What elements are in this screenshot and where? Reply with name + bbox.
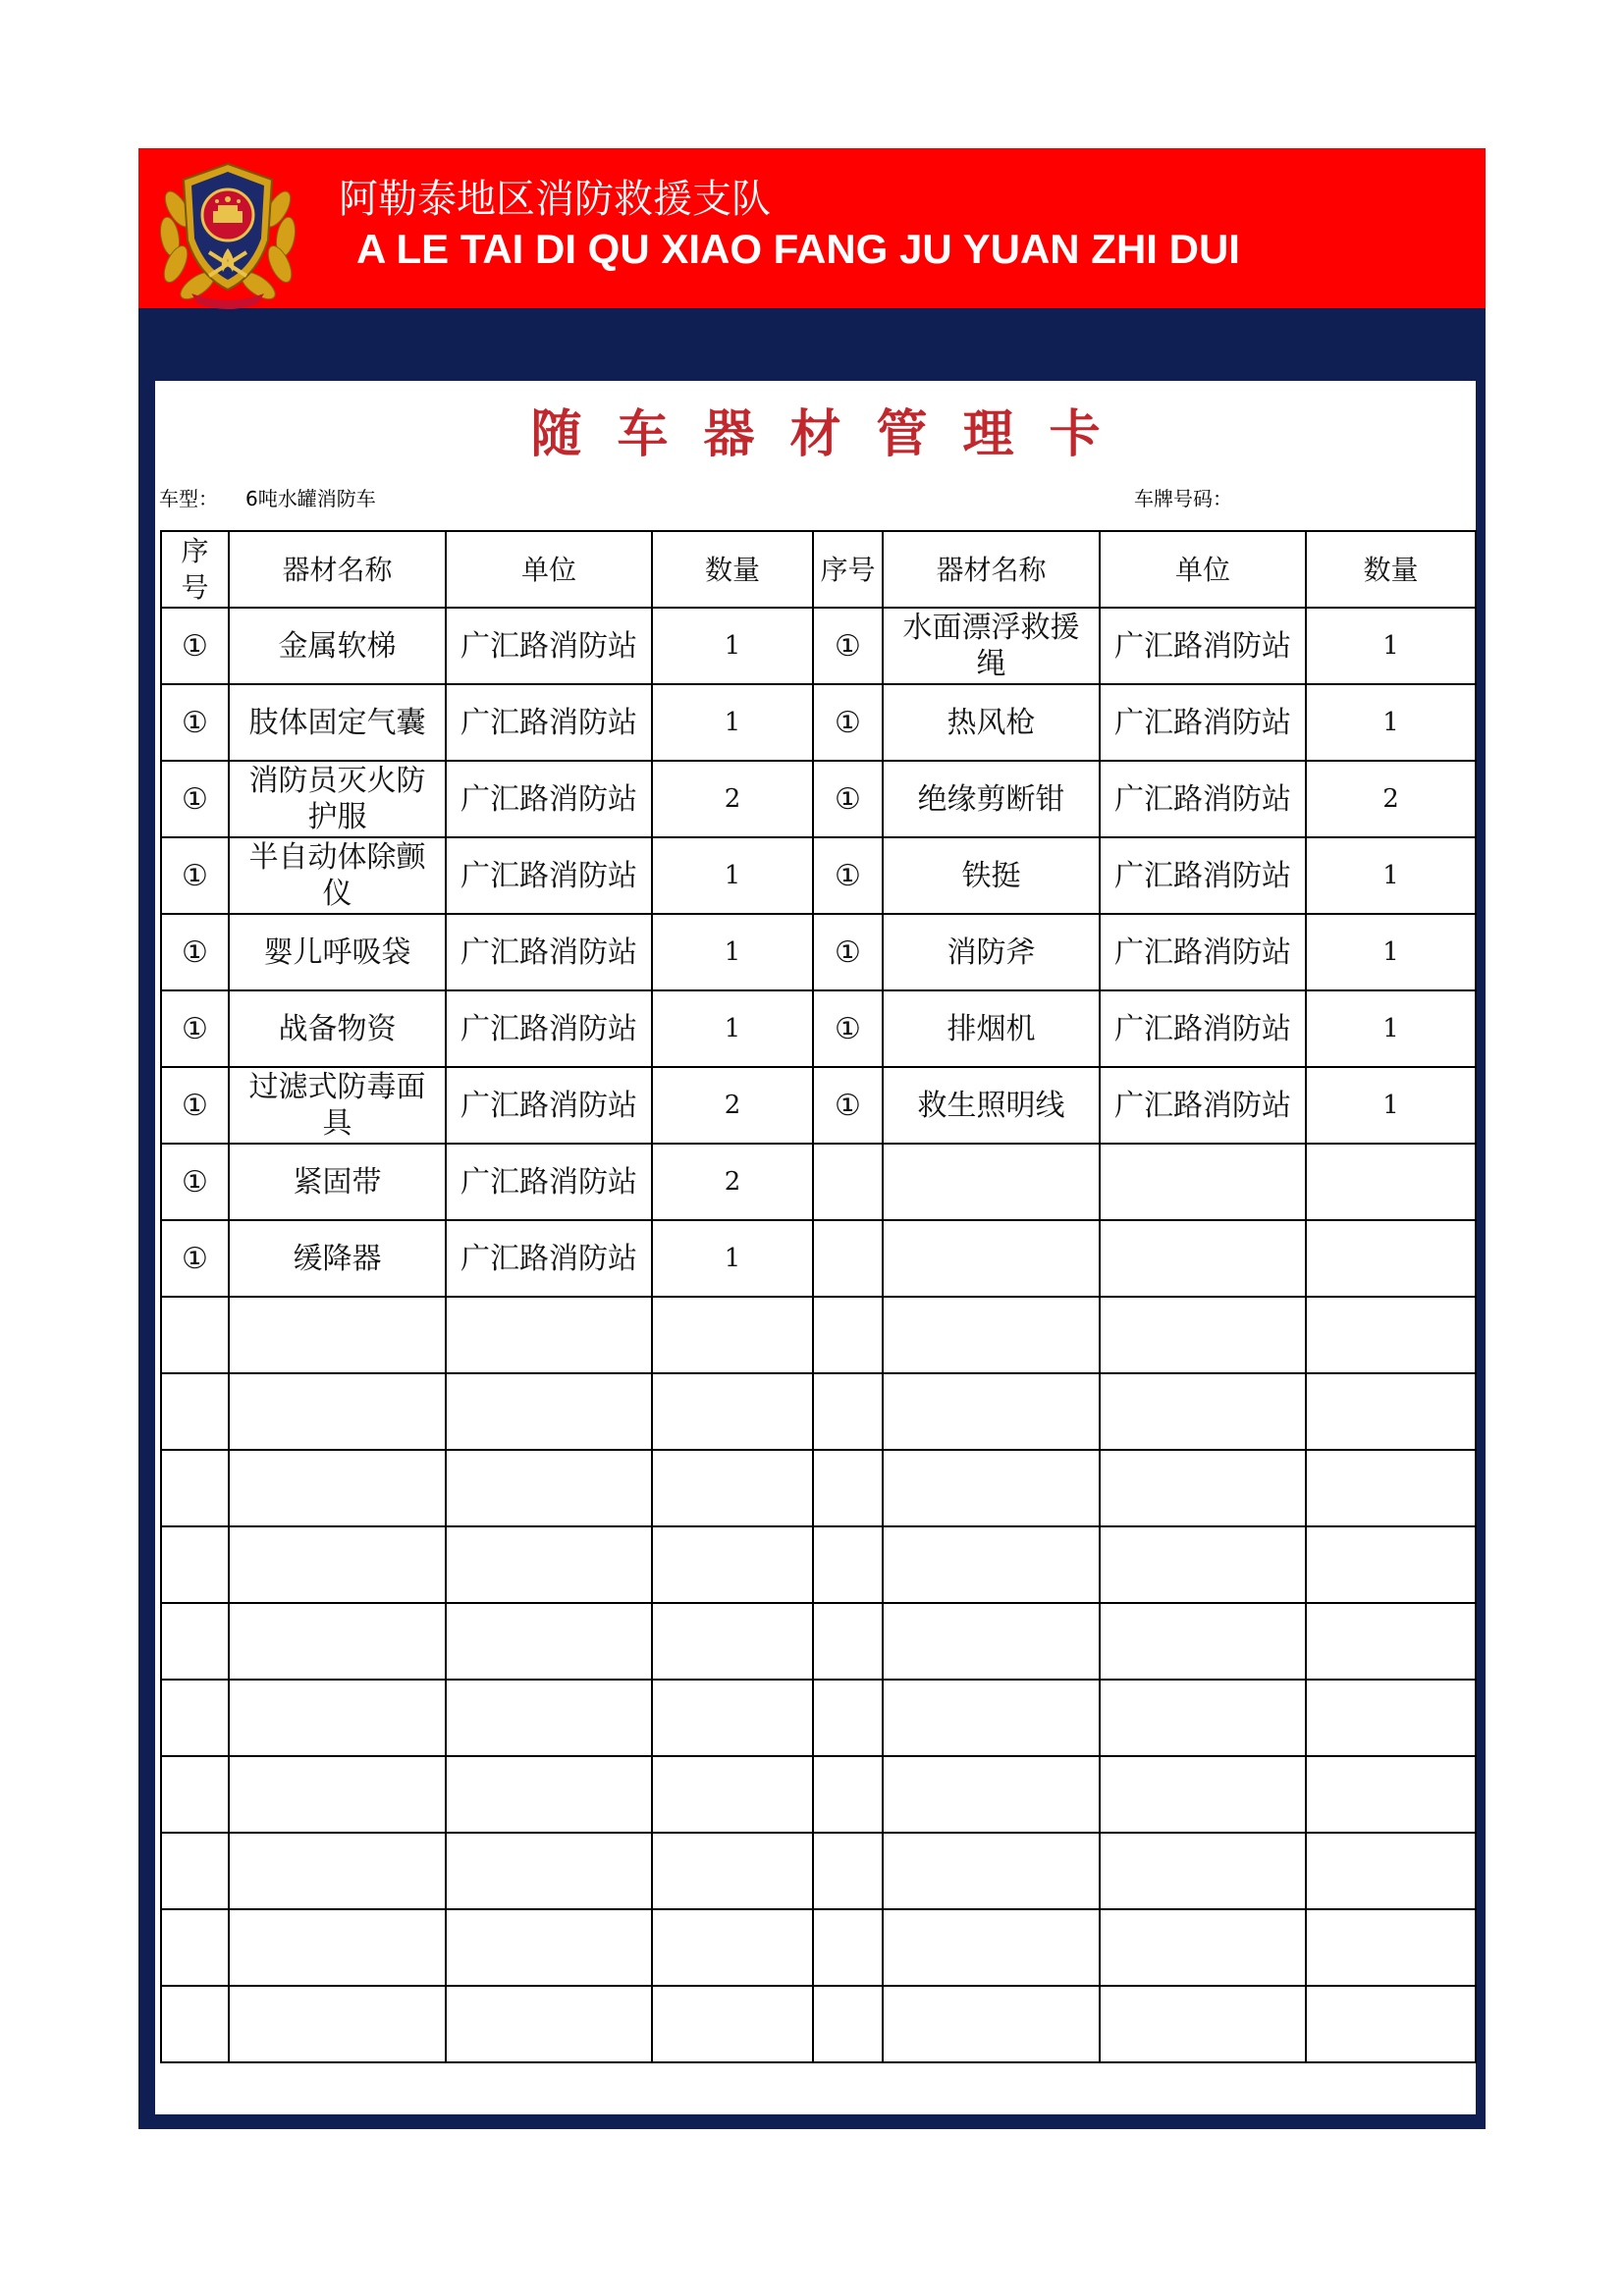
blank-cell xyxy=(229,1526,446,1603)
blank-cell xyxy=(883,1297,1100,1373)
blank-cell xyxy=(1306,1756,1476,1833)
unit-cell: 广汇路消防站 xyxy=(446,1144,652,1220)
col-header-unit: 单位 xyxy=(446,531,652,608)
blank-cell xyxy=(446,1833,652,1909)
qty-cell: 1 xyxy=(652,684,813,761)
table-row xyxy=(161,990,1476,1067)
col-header-name: 器材名称 xyxy=(229,531,446,608)
qty-cell: 2 xyxy=(652,1144,813,1220)
table-row xyxy=(161,761,1476,837)
qty-cell: 1 xyxy=(1306,837,1476,914)
blank-cell xyxy=(813,1909,883,1986)
qty-cell xyxy=(1306,1144,1476,1220)
blank-cell xyxy=(161,1450,229,1526)
table-row xyxy=(161,1220,1476,1297)
blank-cell xyxy=(229,1909,446,1986)
blank-cell xyxy=(446,1909,652,1986)
seq-cell: ① xyxy=(161,761,229,837)
unit-cell: 广汇路消防站 xyxy=(1100,914,1306,990)
blank-cell xyxy=(1306,1450,1476,1526)
unit-cell: 广汇路消防站 xyxy=(446,914,652,990)
seq-cell: ① xyxy=(813,684,883,761)
item-name-cell: 肢体固定气囊 xyxy=(229,684,446,761)
seq-cell: ① xyxy=(813,1067,883,1144)
blank-cell xyxy=(1100,1373,1306,1450)
seq-cell: ① xyxy=(161,608,229,684)
blank-table-row xyxy=(161,1833,1476,1909)
item-name-cell: 过滤式防毒面具 xyxy=(229,1067,446,1144)
table-row xyxy=(161,1067,1476,1144)
seq-cell: ① xyxy=(161,1220,229,1297)
unit-cell: 广汇路消防站 xyxy=(1100,761,1306,837)
seq-cell: ① xyxy=(813,990,883,1067)
item-name-cell: 半自动体除颤仪 xyxy=(229,837,446,914)
blank-cell xyxy=(446,1297,652,1373)
blank-cell xyxy=(161,1603,229,1680)
blank-cell xyxy=(446,1603,652,1680)
item-name-cell: 紧固带 xyxy=(229,1144,446,1220)
item-name-cell: 消防员灭火防护服 xyxy=(229,761,446,837)
blank-cell xyxy=(161,1526,229,1603)
blank-cell xyxy=(1306,1986,1476,2062)
seq-cell: ① xyxy=(813,608,883,684)
qty-cell: 2 xyxy=(652,761,813,837)
blank-table-row xyxy=(161,1680,1476,1756)
blank-cell xyxy=(229,1833,446,1909)
col-header-unit: 单位 xyxy=(1100,531,1306,608)
blank-cell xyxy=(813,1450,883,1526)
table-row xyxy=(161,837,1476,914)
seq-cell: ① xyxy=(813,837,883,914)
blank-cell xyxy=(1100,1450,1306,1526)
blank-cell xyxy=(883,1986,1100,2062)
blank-cell xyxy=(161,1756,229,1833)
blank-cell xyxy=(652,1450,813,1526)
unit-cell: 广汇路消防站 xyxy=(446,837,652,914)
equipment-table xyxy=(160,530,1477,2063)
unit-cell: 广汇路消防站 xyxy=(446,1067,652,1144)
qty-cell: 2 xyxy=(652,1067,813,1144)
seq-cell: ① xyxy=(813,914,883,990)
item-name-cell: 战备物资 xyxy=(229,990,446,1067)
blank-table-row xyxy=(161,1986,1476,2062)
qty-cell: 1 xyxy=(652,1220,813,1297)
blank-cell xyxy=(1100,1756,1306,1833)
blank-cell xyxy=(652,1373,813,1450)
col-header-seq: 序号 xyxy=(813,531,883,608)
blank-cell xyxy=(652,1526,813,1603)
item-name-cell: 热风枪 xyxy=(883,684,1100,761)
unit-cell: 广汇路消防站 xyxy=(1100,1067,1306,1144)
blank-cell xyxy=(883,1450,1100,1526)
header-banner xyxy=(138,148,1486,308)
col-header-name: 器材名称 xyxy=(883,531,1100,608)
blank-cell xyxy=(1100,1909,1306,1986)
blank-cell xyxy=(1100,1986,1306,2062)
blank-table-row xyxy=(161,1450,1476,1526)
blank-cell xyxy=(229,1680,446,1756)
plate-number-label: 车牌号码： xyxy=(1134,487,1232,510)
blank-cell xyxy=(1306,1526,1476,1603)
blank-cell xyxy=(1306,1373,1476,1450)
blank-cell xyxy=(883,1909,1100,1986)
seq-cell: ① xyxy=(161,1144,229,1220)
blank-cell xyxy=(1100,1833,1306,1909)
blank-cell xyxy=(883,1756,1100,1833)
blank-cell xyxy=(229,1756,446,1833)
blank-cell xyxy=(813,1680,883,1756)
item-name-cell: 缓降器 xyxy=(229,1220,446,1297)
unit-cell: 广汇路消防站 xyxy=(1100,684,1306,761)
blank-cell xyxy=(652,1680,813,1756)
blank-cell xyxy=(813,1603,883,1680)
item-name-cell: 金属软梯 xyxy=(229,608,446,684)
blank-table-row xyxy=(161,1603,1476,1680)
unit-cell: 广汇路消防站 xyxy=(446,1220,652,1297)
org-name-cn: 阿勒泰地区消防救援支队 xyxy=(339,177,771,222)
blank-cell xyxy=(813,1833,883,1909)
org-name-en: A LE TAI DI QU XIAO FANG JU YUAN ZHI DUI xyxy=(356,226,1240,272)
blank-cell xyxy=(1306,1909,1476,1986)
blank-cell xyxy=(652,1756,813,1833)
blank-cell xyxy=(446,1526,652,1603)
item-name-cell xyxy=(883,1144,1100,1220)
unit-cell: 广汇路消防站 xyxy=(1100,990,1306,1067)
seq-cell: ① xyxy=(161,837,229,914)
blank-cell xyxy=(813,1756,883,1833)
item-name-cell xyxy=(883,1220,1100,1297)
blank-table-row xyxy=(161,1297,1476,1373)
blank-cell xyxy=(229,1450,446,1526)
table-row xyxy=(161,684,1476,761)
blank-cell xyxy=(652,1297,813,1373)
blank-cell xyxy=(161,1297,229,1373)
item-name-cell: 水面漂浮救援绳 xyxy=(883,608,1100,684)
blank-cell xyxy=(652,1986,813,2062)
blank-cell xyxy=(1306,1603,1476,1680)
blank-cell xyxy=(652,1909,813,1986)
management-sheet xyxy=(153,379,1478,2116)
blank-cell xyxy=(446,1373,652,1450)
seq-cell: ① xyxy=(813,761,883,837)
table-row xyxy=(161,1144,1476,1220)
blank-cell xyxy=(446,1986,652,2062)
blank-cell xyxy=(161,1833,229,1909)
qty-cell: 1 xyxy=(652,990,813,1067)
blank-cell xyxy=(883,1680,1100,1756)
table-header-row xyxy=(161,531,1476,608)
qty-cell: 1 xyxy=(652,608,813,684)
blank-cell xyxy=(446,1450,652,1526)
blank-cell xyxy=(1306,1833,1476,1909)
blank-cell xyxy=(1100,1680,1306,1756)
qty-cell: 2 xyxy=(1306,761,1476,837)
blank-cell xyxy=(883,1373,1100,1450)
blank-cell xyxy=(229,1603,446,1680)
blank-cell xyxy=(1100,1297,1306,1373)
plate-number xyxy=(1134,483,1232,511)
blank-cell xyxy=(1100,1526,1306,1603)
unit-cell xyxy=(1100,1144,1306,1220)
blank-cell xyxy=(229,1373,446,1450)
qty-cell: 1 xyxy=(1306,684,1476,761)
vehicle-type-value: 6吨水罐消防车 xyxy=(245,487,376,510)
blank-cell xyxy=(813,1526,883,1603)
seq-cell: ① xyxy=(161,990,229,1067)
equipment-card xyxy=(138,148,1486,2129)
item-name-cell: 消防斧 xyxy=(883,914,1100,990)
unit-cell: 广汇路消防站 xyxy=(1100,608,1306,684)
blank-cell xyxy=(652,1833,813,1909)
unit-cell xyxy=(1100,1220,1306,1297)
blank-cell xyxy=(883,1603,1100,1680)
blank-cell xyxy=(813,1373,883,1450)
blank-cell xyxy=(1100,1603,1306,1680)
vehicle-type xyxy=(159,483,376,511)
qty-cell: 1 xyxy=(1306,914,1476,990)
item-name-cell: 排烟机 xyxy=(883,990,1100,1067)
blank-cell xyxy=(161,1986,229,2062)
blank-cell xyxy=(813,1297,883,1373)
blank-table-row xyxy=(161,1909,1476,1986)
seq-cell xyxy=(813,1220,883,1297)
unit-cell: 广汇路消防站 xyxy=(1100,837,1306,914)
card-title: 随车器材管理卡 xyxy=(530,405,1136,464)
qty-cell: 1 xyxy=(1306,608,1476,684)
unit-cell: 广汇路消防站 xyxy=(446,608,652,684)
blank-cell xyxy=(161,1680,229,1756)
qty-cell: 1 xyxy=(1306,990,1476,1067)
item-name-cell: 婴儿呼吸袋 xyxy=(229,914,446,990)
blank-cell xyxy=(883,1526,1100,1603)
blank-cell xyxy=(229,1986,446,2062)
seq-cell: ① xyxy=(161,684,229,761)
qty-cell: 1 xyxy=(652,837,813,914)
col-header-qty: 数量 xyxy=(652,531,813,608)
blank-table-row xyxy=(161,1526,1476,1603)
item-name-cell: 铁挺 xyxy=(883,837,1100,914)
vehicle-type-label: 车型： xyxy=(159,487,218,510)
blank-cell xyxy=(446,1756,652,1833)
seq-cell: ① xyxy=(161,1067,229,1144)
blank-cell xyxy=(1306,1297,1476,1373)
item-name-cell: 绝缘剪断钳 xyxy=(883,761,1100,837)
fire-rescue-emblem-icon xyxy=(148,150,307,309)
blank-table-row xyxy=(161,1756,1476,1833)
unit-cell: 广汇路消防站 xyxy=(446,761,652,837)
table-row xyxy=(161,608,1476,684)
unit-cell: 广汇路消防站 xyxy=(446,684,652,761)
blank-cell xyxy=(652,1603,813,1680)
qty-cell xyxy=(1306,1220,1476,1297)
blank-cell xyxy=(813,1986,883,2062)
seq-cell xyxy=(813,1144,883,1220)
blank-cell xyxy=(161,1909,229,1986)
col-header-seq: 序号 xyxy=(161,531,229,608)
blank-cell xyxy=(229,1297,446,1373)
qty-cell: 1 xyxy=(652,914,813,990)
blank-cell xyxy=(883,1833,1100,1909)
unit-cell: 广汇路消防站 xyxy=(446,990,652,1067)
blank-cell xyxy=(1306,1680,1476,1756)
item-name-cell: 救生照明线 xyxy=(883,1067,1100,1144)
blank-cell xyxy=(161,1373,229,1450)
table-row xyxy=(161,914,1476,990)
seq-cell: ① xyxy=(161,914,229,990)
blank-cell xyxy=(446,1680,652,1756)
qty-cell: 1 xyxy=(1306,1067,1476,1144)
blank-table-row xyxy=(161,1373,1476,1450)
col-header-qty: 数量 xyxy=(1306,531,1476,608)
